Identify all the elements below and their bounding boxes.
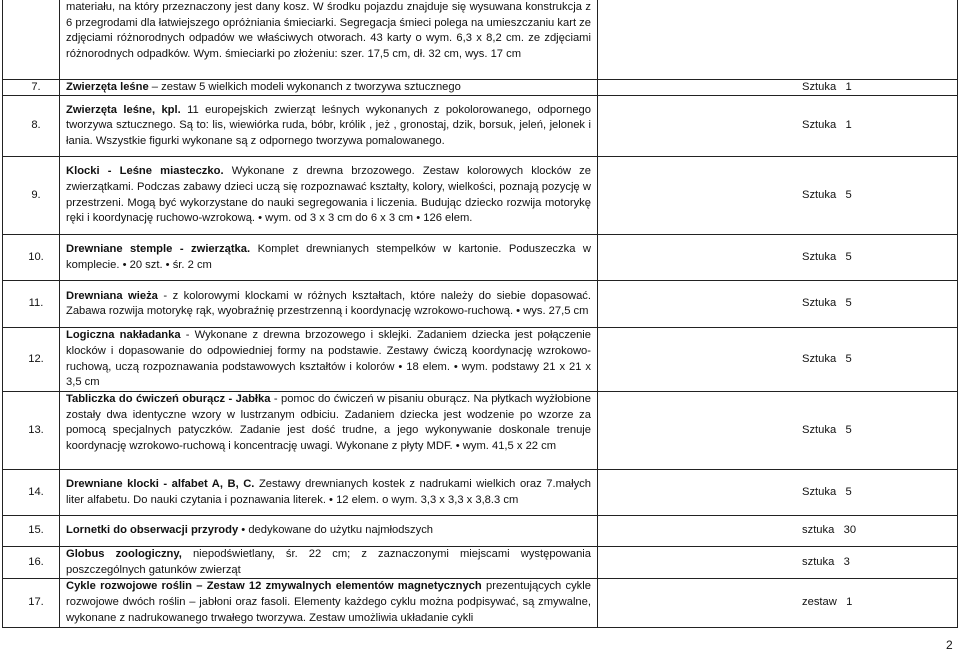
item-number: 13. bbox=[28, 423, 44, 436]
item-number-cell bbox=[3, 79, 60, 96]
item-quantity-cell bbox=[598, 79, 958, 96]
table-row bbox=[3, 281, 958, 328]
item-name: Tabliczka do ćwiczeń oburącz - Jabłka bbox=[66, 393, 271, 406]
item-description-cell bbox=[60, 579, 598, 627]
item-description: – zestaw 5 wielkich modeli wykonanch z tworzywa sztucznego bbox=[148, 80, 461, 93]
item-quantity-cell bbox=[598, 470, 958, 516]
item-description-cell bbox=[60, 157, 598, 235]
item-number: 11. bbox=[28, 297, 44, 310]
item-number: 12. bbox=[28, 352, 44, 365]
item-number-cell bbox=[3, 328, 60, 392]
item-name: Globus zoologiczny, bbox=[66, 548, 182, 561]
item-description: - Wykonane z drewna brzozowego i sklejki. Zadaniem dziecka jest połączenie klocków i dopasowanie do odpowiedniej formy na podstawie. Zestawy ćwiczą koordynację wzrokowo-ruchową, uczą rozpoznawania podstawowych kształtów i kolorów • 18 elem. • wym. podstawy 21 x 21 x 3,5 cm bbox=[66, 329, 591, 389]
table-row bbox=[3, 235, 958, 281]
item-quantity-cell bbox=[598, 96, 958, 157]
item-number: 8. bbox=[31, 119, 41, 132]
items-table bbox=[2, 0, 958, 628]
table-row bbox=[3, 516, 958, 547]
item-description: Zestawy drewnianych kostek z nadrukami wielkich oraz 7.małych liter alfabetu. Do nauki czytania i poznawania literek. • 12 elem. o wym. 3,3 x 3,3 x 3,8.3 cm bbox=[66, 477, 592, 506]
item-number-cell bbox=[3, 579, 60, 627]
item-name: Drewniana wieża bbox=[66, 289, 158, 302]
item-quantity: Sztuka 5 bbox=[802, 485, 852, 498]
item-number-cell bbox=[3, 547, 60, 579]
item-quantity-cell bbox=[598, 235, 958, 281]
item-number-cell bbox=[3, 0, 60, 79]
item-number-cell bbox=[3, 392, 60, 470]
item-number-cell bbox=[3, 157, 60, 235]
item-description-cell bbox=[60, 79, 598, 96]
item-quantity: zestaw 1 bbox=[802, 596, 853, 609]
item-number: 17. bbox=[28, 596, 44, 609]
table-row bbox=[3, 157, 958, 235]
item-quantity: sztuka 3 bbox=[802, 555, 850, 568]
item-quantity-cell bbox=[598, 392, 958, 470]
item-description-cell bbox=[60, 281, 598, 328]
item-quantity: sztuka 30 bbox=[802, 524, 857, 537]
item-quantity-cell bbox=[598, 0, 958, 79]
item-quantity-cell bbox=[598, 579, 958, 627]
item-number: 16. bbox=[28, 555, 44, 568]
item-description: niepodświetlany, śr. 22 cm; z zaznaczonymi miejscami występowania poszczególnych gatunków zwierząt bbox=[66, 548, 592, 576]
item-quantity: Sztuka 5 bbox=[802, 188, 852, 201]
item-quantity: Sztuka 5 bbox=[802, 297, 852, 310]
item-number: 14. bbox=[28, 485, 44, 498]
item-number-cell bbox=[3, 235, 60, 281]
item-quantity-cell bbox=[598, 547, 958, 579]
table-row bbox=[3, 96, 958, 157]
item-description: - pomoc do ćwiczeń w pisaniu oburącz. Na płytkach wyżłobione zostały dwa identyczne wzory w lustrzanym odbiciu. Zadaniem dziecka jest wodzenie po wzorze za pomocą specjalnych patyczków. Zadanie jest dość trudne, a jego wykonywanie doskonale trenuje koordynację wzrokowo-ruchową i koncentrację uwagi. Wykonane z płyty MDF. • wym. 41,5 x 22 cm bbox=[66, 393, 591, 453]
item-number-cell bbox=[3, 281, 60, 328]
item-number-cell bbox=[3, 470, 60, 516]
item-name: Logiczna nakładanka bbox=[66, 329, 181, 342]
item-quantity: Sztuka 1 bbox=[802, 119, 852, 132]
table-row bbox=[3, 579, 958, 627]
item-description-cell bbox=[60, 547, 598, 579]
item-number: 10. bbox=[28, 250, 44, 263]
item-quantity-cell bbox=[598, 157, 958, 235]
item-number: 7. bbox=[31, 80, 41, 93]
item-quantity: Sztuka 5 bbox=[802, 352, 852, 365]
table-row bbox=[3, 547, 958, 579]
item-name: Zwierzęta leśne bbox=[66, 80, 149, 93]
item-quantity: Sztuka 5 bbox=[802, 423, 852, 436]
table-row bbox=[3, 0, 958, 79]
item-description-cell bbox=[60, 235, 598, 281]
item-description-cell bbox=[60, 516, 598, 547]
item-quantity: Sztuka 1 bbox=[802, 80, 852, 93]
item-name: Drewniane stemple - zwierzątka. bbox=[66, 243, 251, 255]
item-name: Klocki - Leśne miasteczko. bbox=[66, 165, 224, 178]
item-description-cell bbox=[60, 96, 598, 157]
item-description: 11 europejskich zwierząt leśnych wykonanych z pokolorowanego, odpornego tworzywa sztucznego. Są to: lis, wiewiórka ruda, bóbr, królik , jeż , gronostaj, dzik, borsuk, jeleń, jelonek i łania. Wszystkie figurki wykonane są z odpornego tworzywa pomalowanego. bbox=[66, 103, 591, 148]
item-name: Zwierzęta leśne, kpl. bbox=[66, 103, 181, 116]
item-description: prezentujących cykle rozwojowe dwóch roślin – jabłoni oraz fasoli. Elementy każdego cyklu można podpisywać, są zmywalne, wykonane z nadrukowanego trwałego tworzywa. Zestaw umożliwia układanie cykli bbox=[66, 580, 591, 624]
item-quantity-cell bbox=[598, 281, 958, 328]
item-number-cell bbox=[3, 96, 60, 157]
item-name: Drewniane klocki - alfabet A, B, C. bbox=[66, 477, 255, 490]
table-row bbox=[3, 470, 958, 516]
items-table-body bbox=[3, 0, 958, 627]
item-number: 9. bbox=[31, 188, 41, 201]
table-row bbox=[3, 328, 958, 392]
item-quantity-cell bbox=[598, 516, 958, 547]
item-description: materiału, na który przeznaczony jest dany kosz. W środku pojazdu znajduje się wysuwana konstrukcja z 6 przegrodami dla łatwiejszego opróżniania śmieciarki. Segregacja śmieci polega na umieszczaniu kart ze zdjęciami różnorodnych odpadów we właściwych otworach. 43 karty o wym. 6,3 x 8,2 cm. ze zdjęciami różnorodnych odpadków. Wym. śmieciarki po złożeniu: szer. 17,5 cm, dł. 32 cm, wys. 17 cm bbox=[66, 1, 591, 61]
item-description: Wykonane z drewna brzozowego. Zestaw kolorowych klocków ze zwierzątkami. Podczas zabawy dzieci uczą się rozpoznawać kształty, kolory, wielkości, poznają pozycję w przestrzeni. Mogą być wykorzystane do nauki segregowania i liczenia. Budując dziecko rozwija motorykę ręki i koordynację ruchowo-wzrokową. • wym. od 3 x 3 cm do 6 x 3 cm • 126 elem. bbox=[66, 165, 591, 225]
item-description-cell bbox=[60, 328, 598, 392]
item-quantity-cell bbox=[598, 328, 958, 392]
item-description-cell bbox=[60, 392, 598, 470]
item-number-cell bbox=[3, 516, 60, 547]
item-number: 15. bbox=[28, 524, 44, 537]
item-description-cell bbox=[60, 470, 598, 516]
item-description: - z kolorowymi klockami w różnych kształtach, które należy do siebie dopasować. Zabawa rozwija motorykę rąk, wyobraźnię przestrzenną i koordynację wzrokowo-ruchową. • wys. 27,5 cm bbox=[66, 289, 591, 318]
item-name: Lornetki do obserwacji przyrody bbox=[66, 524, 239, 537]
table-row bbox=[3, 79, 958, 96]
page-number: 2 bbox=[946, 638, 953, 652]
item-description: • dedykowane do użytku najmłodszych bbox=[238, 524, 434, 537]
table-row bbox=[3, 392, 958, 470]
item-description: Komplet drewnianych stempelków w kartonie. Poduszeczka w komplecie. • 20 szt. • śr. 2 cm bbox=[66, 243, 591, 271]
item-name: Cykle rozwojowe roślin – Zestaw 12 zmywalnych elementów magnetycznych bbox=[66, 580, 482, 593]
item-quantity: Sztuka 5 bbox=[802, 250, 852, 263]
item-description-cell bbox=[60, 0, 598, 79]
